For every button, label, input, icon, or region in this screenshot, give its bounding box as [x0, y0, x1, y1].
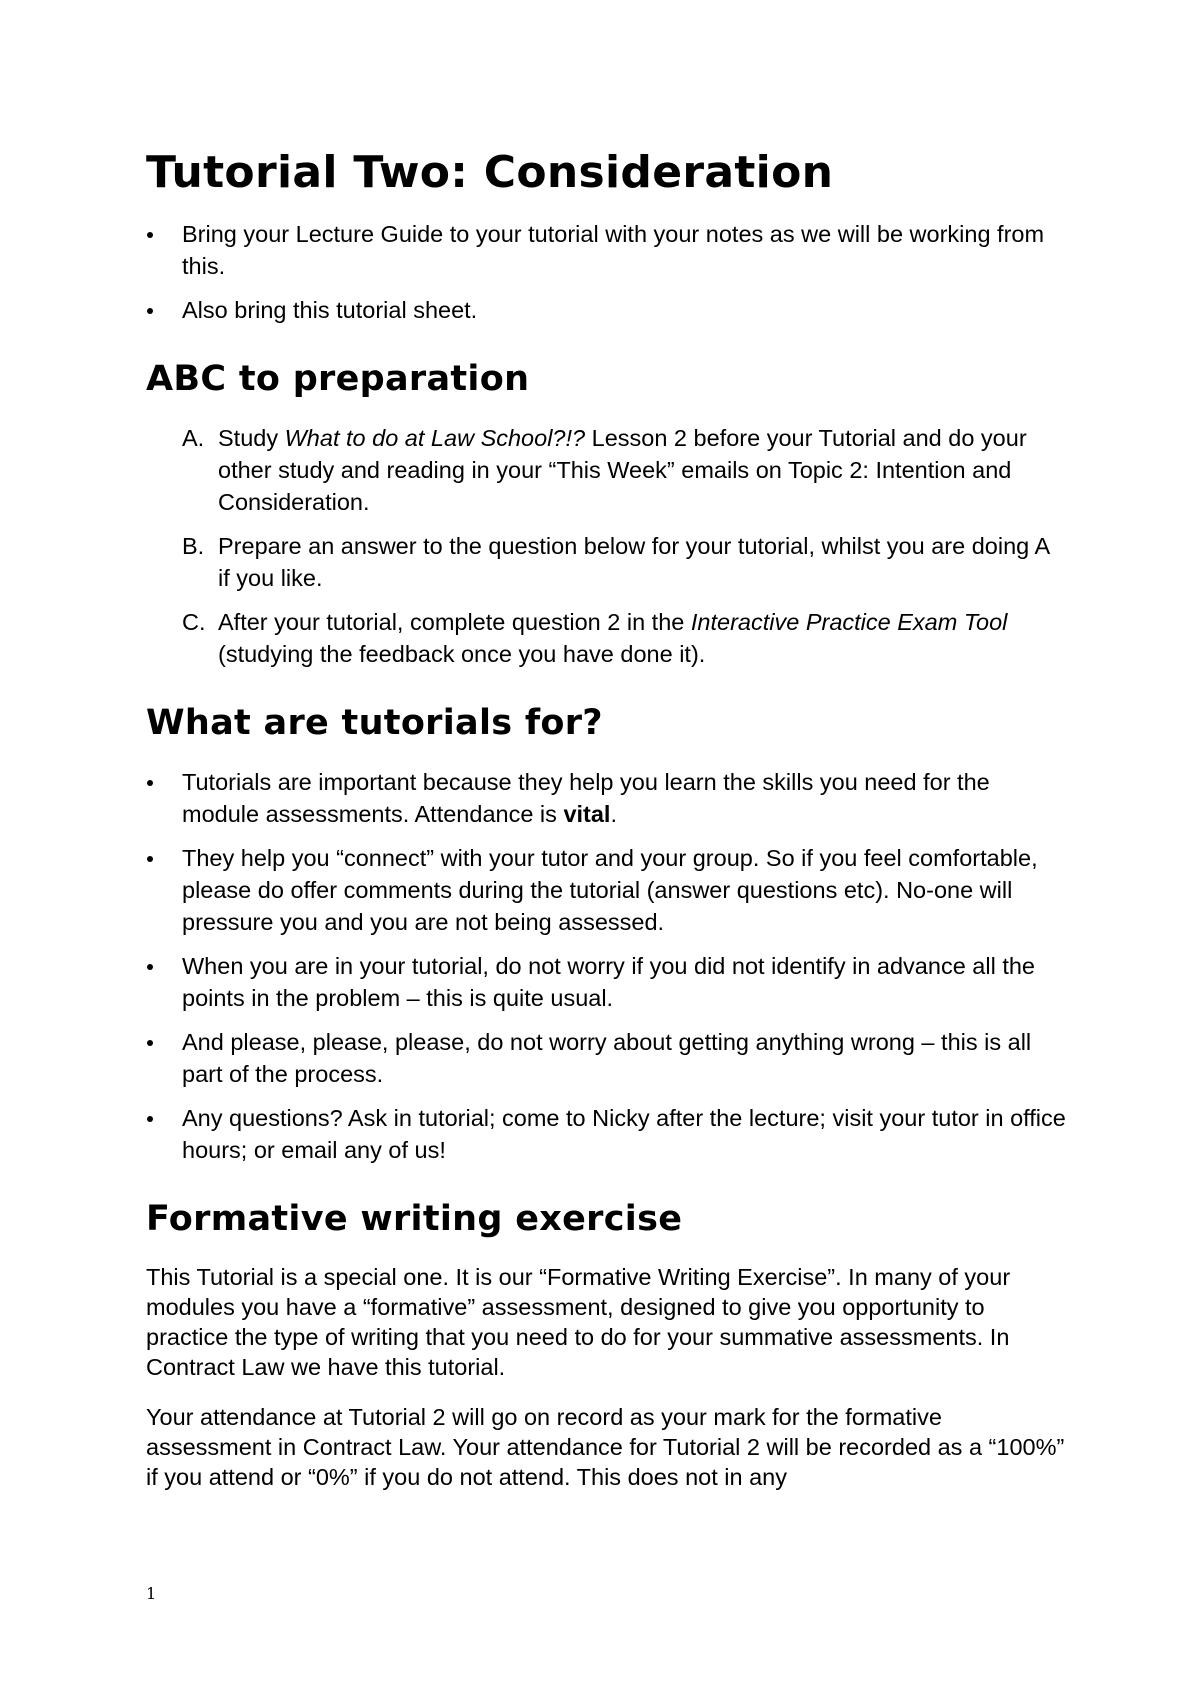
paragraph: Your attendance at Tutorial 2 will go on record as your mark for the formative assessment in Contract Law. Your attendance for Tutorial 2 will be recorded as a “100%” if you attend or “0%” if you do not attend. This does not in any: [146, 1404, 1065, 1490]
item-text: Study: [218, 425, 285, 451]
item-emphasis: What to do at Law School?!?: [284, 425, 586, 451]
abc-item-c: [146, 606, 1066, 670]
list-item: Any questions? Ask in tutorial; come to Nicky after the lecture; visit your tutor in office hours; or email any of us!: [146, 1102, 1066, 1166]
section-heading-formative: Formative writing exercise: [146, 1199, 683, 1239]
item-text: Lesson 2 before your Tutorial and do your other study and reading in your “This Week” emails on Topic 2: Intention and Consideration.: [218, 425, 1027, 515]
abc-list: [146, 422, 1066, 670]
list-item: They help you “connect” with your tutor and your group. So if you feel comfortable, please do offer comments during the tutorial (answer questions etc). No-one will pressure you and you are not being assessed.: [146, 842, 1066, 938]
page-number: 1: [146, 1584, 157, 1603]
item-emphasis: Interactive Practice Exam Tool: [690, 609, 1008, 635]
item-text: After your tutorial, complete question 2 in the: [218, 609, 691, 635]
item-text: (studying the feedback once you have done it).: [218, 641, 706, 667]
section-heading-abc: ABC to preparation: [146, 359, 530, 399]
list-item: Also bring this tutorial sheet.: [146, 294, 1066, 326]
list-item: [146, 766, 1066, 830]
item-text: Tutorials are important because they help you learn the skills you need for the module assessments. Attendance is: [182, 769, 990, 827]
intro-bullet-list: [146, 218, 1066, 326]
list-item: When you are in your tutorial, do not worry if you did not identify in advance all the points in the problem – this is quite usual.: [146, 950, 1066, 1014]
paragraph: This Tutorial is a special one. It is our “Formative Writing Exercise”. In many of your modules you have a “formative” assessment, designed to give you opportunity to practice the type of writing that you need to do for your summative assessments. In Contract Law we have this tutorial.: [146, 1264, 1011, 1380]
page-title: Tutorial Two: Consideration: [146, 147, 834, 198]
abc-item-b: [146, 530, 1066, 594]
item-text: Prepare an answer to the question below for your tutorial, whilst you are doing A if you like.: [218, 533, 1049, 591]
list-item: Bring your Lecture Guide to your tutorial with your notes as we will be working from this.: [146, 218, 1066, 282]
item-bold: vital: [563, 801, 611, 827]
list-item: And please, please, please, do not worry about getting anything wrong – this is all part of the process.: [146, 1026, 1066, 1090]
abc-item-a: [146, 422, 1066, 518]
list-marker: B.: [182, 533, 205, 559]
section-heading-tutorials: What are tutorials for?: [146, 703, 603, 743]
list-marker: C.: [182, 609, 206, 635]
list-marker: A.: [182, 425, 205, 451]
item-text: .: [610, 801, 617, 827]
document-content: [146, 142, 1066, 1512]
tutorials-bullet-list: [146, 766, 1066, 1166]
